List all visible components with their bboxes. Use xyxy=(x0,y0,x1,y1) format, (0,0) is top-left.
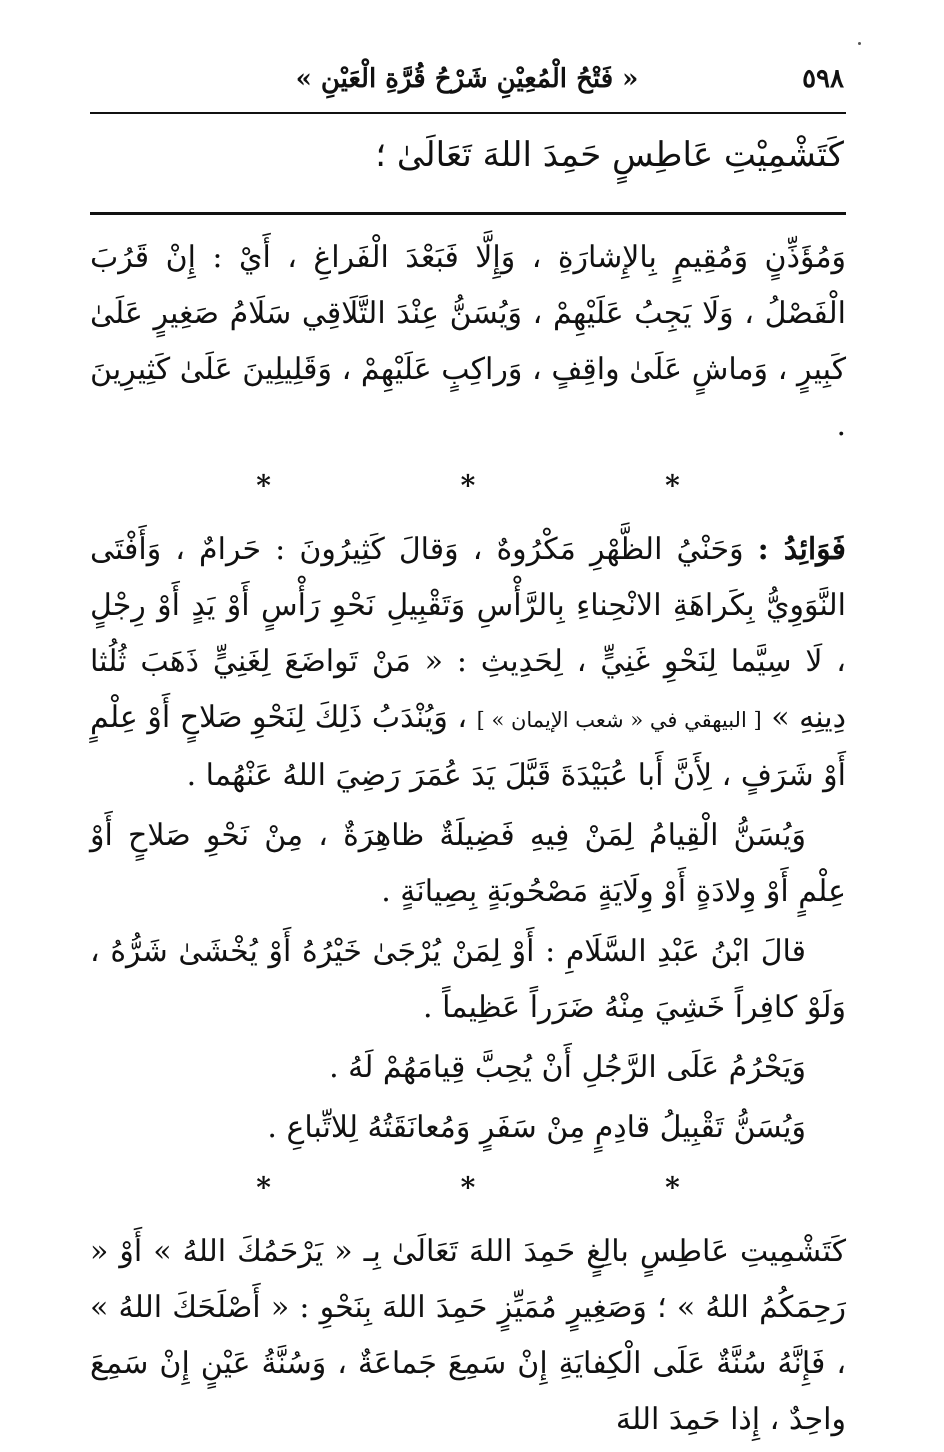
continuation-line: كَتَشْمِيْتِ عَاطِسٍ حَمِدَ اللهَ تَعَالَىٰ ؛ xyxy=(375,135,844,175)
paragraph-sneezing: كَتَشْمِيتِ عَاطِسٍ بالِغٍ حَمِدَ اللهَ تَعَالَىٰ بِـ « يَرْحَمُكَ اللهُ » أَوْ « رَحِمَكُمُ اللهُ » ؛ وَصَغِيرٍ مُمَيِّزٍ حَمِدَ اللهَ بِنَحْوِ : « أَصْلَحَكَ اللهُ » ، فَإِنَّهُ سُنَّةٌ عَلَى الْكِفايَةِ إِنْ سَمِعَ جَماعَةٌ ، وَسُنَّةُ عَيْنٍ إِنْ سَمِعَ واحِدٌ ، إِذا حَمِدَ اللهَ xyxy=(90,1234,846,1437)
hadith-reference: [ البيهقي في « شعب الإيمان » ] xyxy=(476,708,762,732)
paragraph-benefits xyxy=(90,522,846,804)
paragraph-ibn-abd-al-salam: قالَ ابْنُ عَبْدِ السَّلَامِ : أَوْ لِمَنْ يُرْجَىٰ خَيْرُهُ أَوْ يُخْشَىٰ شَرُّهُ ، وَلَوْ كافِراً خَشِيَ مِنْهُ ضَرَراً عَظِيماً . xyxy=(90,934,846,1025)
paragraph-greeting: وَمُؤَذِّنٍ وَمُقِيمٍ بِالإِشارَةِ ، وَإِلَّا فَبَعْدَ الْفَراغِ ، أَيْ : إِنْ قَرُبَ الْفَصْلُ ، وَلَا يَجِبُ عَلَيْهِمْ ، وَيُسَنُّ عِنْدَ التَّلَاقِي سَلَامُ صَغِيرٍ عَلَىٰ كَبِيرٍ ، وَماشٍ عَلَىٰ واقِفٍ ، وَراكِبٍ عَلَيْهِمْ ، وَقَلِيلِينَ عَلَىٰ كَثِيرِينَ . xyxy=(90,240,846,443)
paragraph-lead-word: فَوَائِدُ : xyxy=(757,532,846,567)
page-number: ٥٩٨ xyxy=(802,64,844,94)
running-title: « فَتْحُ الْمُعِيْنِ شَرْحُ قُرَّةِ الْعَيْنِ » xyxy=(295,64,639,94)
paragraph-prohibition: وَيَحْرُمُ عَلَى الرَّجُلِ أَنْ يُحِبَّ قِيامَهُمْ لَهُ . xyxy=(329,1050,806,1085)
page-body xyxy=(90,230,846,1452)
paper-speck xyxy=(858,42,861,45)
section-separator-2: * * * xyxy=(256,1171,770,1204)
paragraph-text-continued: ، وَيُنْدَبُ ذَلِكَ لِنَحْوِ صَلاحٍ أَوْ عِلْمٍ أَوْ شَرَفٍ ، لِأَنَّ أَبا عُبَيْدَةَ قَبَّلَ يَدَ عُمَرَ رَضِيَ اللهُ عَنْهُما . xyxy=(90,700,846,793)
paragraph-standing: وَيُسَنُّ الْقِيامُ لِمَنْ فِيهِ فَضِيلَةٌ ظاهِرَةٌ ، مِنْ نَحْوِ صَلاحٍ أَوْ عِلْمٍ أَوْ وِلادَةٍ أَوْ وِلَايَةٍ مَصْحُوبَةٍ بِصِيانَةٍ . xyxy=(90,818,846,909)
page-header xyxy=(90,60,844,110)
section-separator: * * * xyxy=(256,469,770,502)
header-rule xyxy=(90,112,846,114)
paragraph-kissing-traveller: وَيُسَنُّ تَقْبِيلُ قادِمٍ مِنْ سَفَرٍ وَمُعانَقَتُهُ لِلاتِّباعِ . xyxy=(267,1110,806,1145)
section-rule xyxy=(90,212,846,215)
paragraph-text: وَحَنْيُ الظَّهْرِ مَكْرُوهٌ ، وَقالَ كَثِيرُونَ : حَرامٌ ، وَأَفْتَى النَّوَوِيُّ بِكَراهَةِ الانْحِناءِ بِالرَّأْسِ وَتَقْبِيلِ نَحْوِ رَأْسٍ أَوْ يَدٍ أَوْ رِجْلٍ ، لَا سِيَّما لِنَحْوِ غَنِيٍّ ، لِحَدِيثِ : « مَنْ تَواضَعَ لِغَنِيٍّ ذَهَبَ ثُلُثا دِينِهِ » xyxy=(90,532,846,735)
